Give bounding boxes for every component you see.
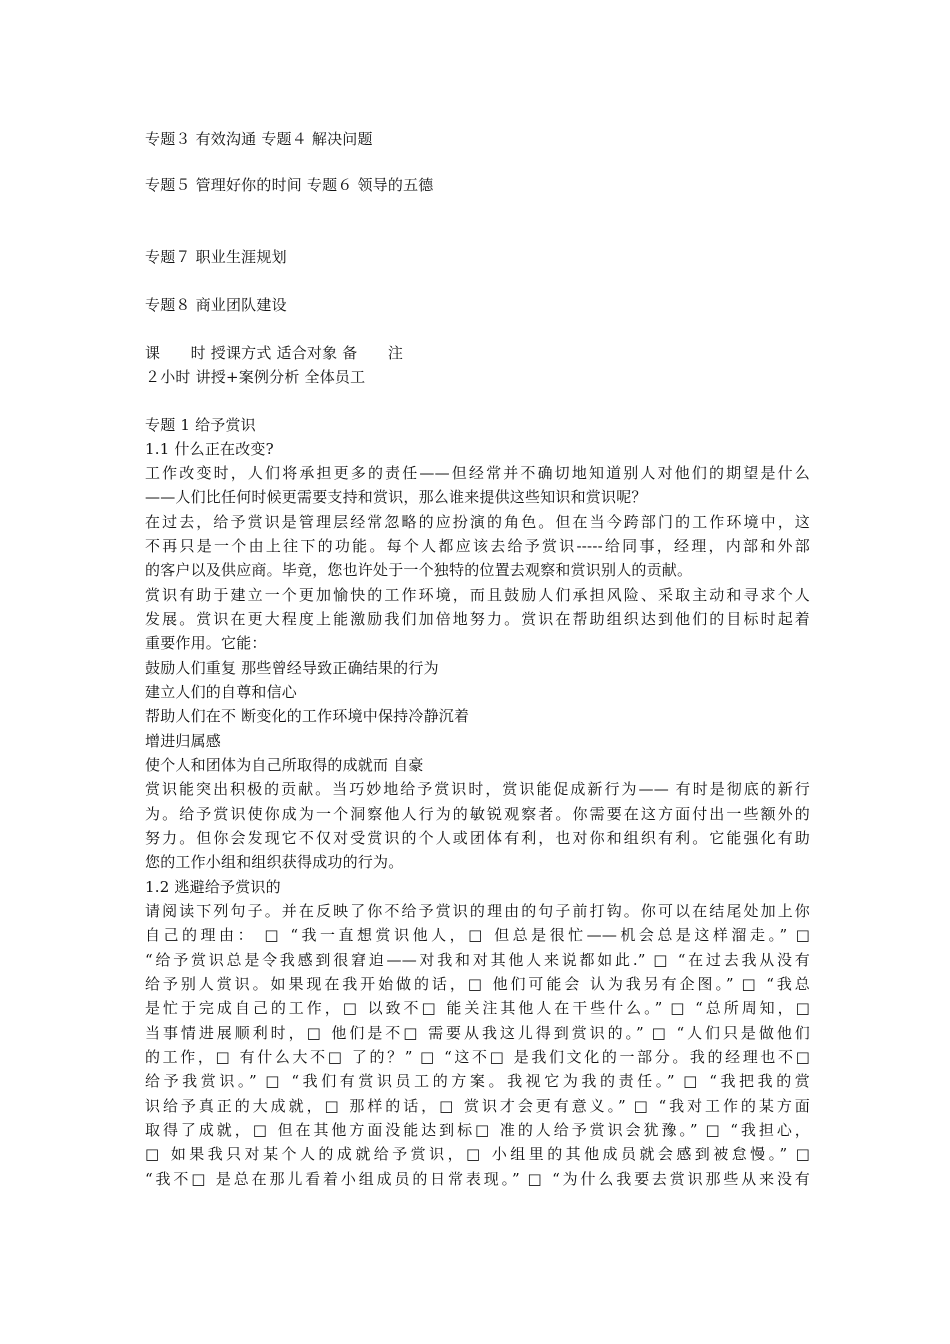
paragraph-line: ——人们比任何时候更需要支持和赏识，那么谁来提供这些知识和赏识呢？ bbox=[145, 488, 647, 506]
topic-line-3-4: 专题３ 有效沟通 专题４ 解决问题 bbox=[145, 130, 373, 148]
checklist-line: “我不□ 是总在那儿看着小组成员的日常表现。” □ “为什么我要去赏识那些从来没有 bbox=[145, 1170, 810, 1188]
paragraph-line: 为。给予赏识使你成为一个洞察他人行为的敏锐观察者。你需要在这方面付出一些额外的 bbox=[145, 805, 810, 823]
checklist-line: 给予我赏识。” □ “我们有赏识员工的方案。我视它为我的责任。” □ “我把我的赏 bbox=[145, 1072, 810, 1090]
paragraph-line: 请阅读下列句子。并在反映了你不给予赏识的理由的句子前打钩。你可以在结尾处加上你 bbox=[145, 902, 810, 920]
paragraph-line: 您的工作小组和组织获得成功的行为。 bbox=[145, 853, 404, 871]
topic-line-5-6: 专题５ 管理好你的时间 专题６ 领导的五德 bbox=[145, 176, 434, 194]
paragraph-line: 重要作用。它能： bbox=[145, 634, 267, 652]
paragraph-line: 工作改变时，人们将承担更多的责任——但经常并不确切地知道别人对他们的期望是什么 bbox=[145, 464, 810, 482]
section-heading-1: 专题 1 给予赏识 bbox=[145, 416, 256, 434]
paragraph-line: 努力。但你会发现它不仅对受赏识的个人或团体有利，也对你和组织有利。它能强化有助 bbox=[145, 829, 810, 847]
checklist-line: 自己的理由： □ “我一直想赏识他人，□ 但总是很忙——机会总是这样溜走。” □ bbox=[145, 926, 810, 944]
course-table-header: 课 时 授课方式 适合对象 备 注 bbox=[145, 344, 404, 362]
paragraph-line: 不再只是一个由上往下的功能。每个人都应该去给予赏识-----给同事，经理，内部和外部 bbox=[145, 537, 810, 555]
list-item: 鼓励人们重复 那些曾经导致正确结果的行为 bbox=[145, 659, 439, 677]
subsection-heading-1-1: 1.1 什么正在改变? bbox=[145, 440, 274, 458]
paragraph-line: 赏识有助于建立一个更加愉快的工作环境，而且鼓励人们承担风险、采取主动和寻求个人 bbox=[145, 586, 810, 604]
subsection-heading-1-2: 1.2 逃避给予赏识的 bbox=[145, 878, 281, 896]
list-item: 增进归属感 bbox=[145, 732, 222, 750]
paragraph-line: 发展。赏识在更大程度上能激励我们加倍地努力。赏识在帮助组织达到他们的目标时起着 bbox=[145, 610, 810, 628]
checklist-line: 当事情进展顺利时，□ 他们是不□ 需要从我这儿得到赏识的。” □ “人们只是做他们 bbox=[145, 1024, 810, 1042]
course-table-row: ２小时 讲授+案例分析 全体员工 bbox=[145, 368, 366, 386]
list-item: 帮助人们在不 断变化的工作环境中保持冷静沉着 bbox=[145, 707, 470, 725]
checklist-line: 给予别人赏识。如果现在我开始做的话，□ 他们可能会 认为我另有企图。” □ “我总 bbox=[145, 975, 810, 993]
paragraph-line: 赏识能突出积极的贡献。当巧妙地给予赏识时，赏识能促成新行为—— 有时是彻底的新行 bbox=[145, 780, 810, 798]
checklist-line: 取得了成就，□ 但在其他方面没能达到标□ 准的人给予赏识会犹豫。” □ “我担心， bbox=[145, 1121, 810, 1139]
paragraph-line: 在过去，给予赏识是管理层经常忽略的应扮演的角色。但在当今跨部门的工作环境中，这 bbox=[145, 513, 810, 531]
checklist-line: 的工作，□ 有什么大不□ 了的？” □ “这不□ 是我们文化的一部分。我的经理也不□ bbox=[145, 1048, 810, 1066]
checklist-line: 识给予真正的大成就，□ 那样的话，□ 赏识才会更有意义。” □ “我对工作的某方面 bbox=[145, 1097, 810, 1115]
list-item: 建立人们的自尊和信心 bbox=[145, 683, 298, 701]
paragraph-line: 的客户以及供应商。毕竟，您也许处于一个独特的位置去观察和赏识别人的贡献。 bbox=[145, 561, 693, 579]
checklist-line: □ 如果我只对某个人的成就给予赏识，□ 小组里的其他成员就会感到被怠慢。” □ bbox=[145, 1145, 810, 1163]
checklist-line: 是忙于完成自己的工作，□ 以致不□ 能关注其他人在干些什么。” □ “总所周知，□ bbox=[145, 999, 810, 1017]
topic-line-8: 专题８ 商业团队建设 bbox=[145, 296, 287, 314]
checklist-line: “给予赏识总是令我感到很窘迫——对我和对其他人来说都如此.” □ “在过去我从没有 bbox=[145, 951, 810, 969]
topic-line-7: 专题７ 职业生涯规划 bbox=[145, 248, 287, 266]
list-item: 使个人和团体为自己所取得的成就而 自豪 bbox=[145, 756, 424, 774]
